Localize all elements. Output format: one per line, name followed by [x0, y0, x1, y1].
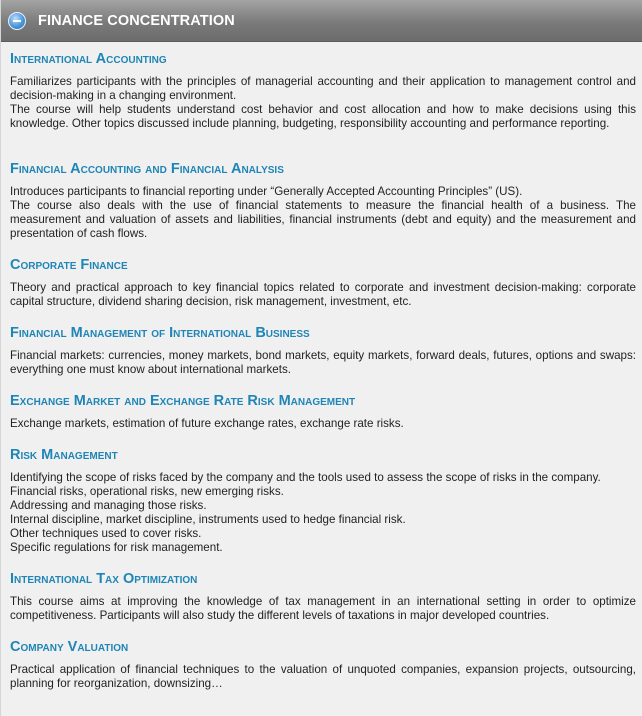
course-description [10, 595, 636, 623]
course-title: Exchange Market and Exchange Rate Risk Management [10, 393, 356, 409]
description-line: Practical application of financial techniques to the valuation of unquoted companies, expansion projects, outsourcing, planning for reorganization, downsizing… [10, 663, 636, 690]
description-line: Financial markets: currencies, money markets, bond markets, equity markets, forward deals, futures, options and swaps: everything one must know about international markets. [10, 349, 636, 376]
course-description [10, 663, 636, 691]
course-title: International Tax Optimization [10, 571, 198, 587]
course-international-tax-optimization [10, 570, 636, 623]
panel-header[interactable] [1, 0, 642, 42]
panel-title: FINANCE CONCENTRATION [38, 13, 235, 29]
description-line: Identifying the scope of risks faced by the company and the tools used to assess the scope of risks in the company. [10, 471, 601, 484]
description-line: Financial risks, operational risks, new emerging risks. [10, 485, 284, 498]
description-line: Specific regulations for risk management. [10, 541, 223, 554]
course-title: Company Valuation [10, 639, 129, 655]
description-line: The course will help students understand cost behavior and cost allocation and how to make decisions using this knowledge. Other topics discussed include planning, budgeting, responsibility accounting and performance reporting. [10, 103, 636, 130]
course-international-accounting [10, 50, 636, 131]
description-line: Addressing and managing those risks. [10, 499, 207, 512]
course-risk-management [10, 446, 636, 555]
collapse-minus-icon[interactable] [8, 12, 26, 30]
course-title: International Accounting [10, 51, 167, 67]
description-line: Other techniques used to cover risks. [10, 527, 202, 540]
course-description [10, 185, 636, 241]
description-line: Internal discipline, market discipline, instruments used to hedge financial risk. [10, 513, 406, 526]
description-line: The course also deals with the use of financial statements to measure the financial health of a business. The measurement and valuation of assets and liabilities, financial instruments (debt and equity) and the measurement and presentation of cash flows. [10, 199, 636, 240]
course-exchange-market-risk-management [10, 392, 636, 431]
description-line: This course aims at improving the knowledge of tax management in an international setting in order to optimize competitiveness. Participants will also study the different levels of taxations in major developed countries. [10, 595, 636, 622]
course-title: Corporate Finance [10, 257, 128, 273]
course-description [10, 281, 636, 309]
course-description [10, 75, 636, 131]
course-financial-accounting-analysis [10, 160, 636, 241]
course-description [10, 417, 636, 431]
course-description [10, 349, 636, 377]
course-company-valuation [10, 638, 636, 691]
course-title: Financial Management of International Business [10, 325, 310, 341]
course-title: Financial Accounting and Financial Analysis [10, 161, 284, 177]
description-line: Exchange markets, estimation of future exchange rates, exchange rate risks. [10, 417, 404, 430]
course-corporate-finance [10, 256, 636, 309]
course-financial-management-international-business [10, 324, 636, 377]
course-description [10, 471, 636, 555]
description-line: Introduces participants to financial reporting under “Generally Accepted Accounting Principles” (US). [10, 185, 523, 198]
description-line: Familiarizes participants with the principles of managerial accounting and their application to management control and decision-making in a changing environment. [10, 75, 636, 102]
description-line: Theory and practical approach to key financial topics related to corporate and investment decision-making: corporate capital structure, dividend sharing decision, risk management, investment, etc. [10, 281, 636, 308]
course-title: Risk Management [10, 447, 118, 463]
